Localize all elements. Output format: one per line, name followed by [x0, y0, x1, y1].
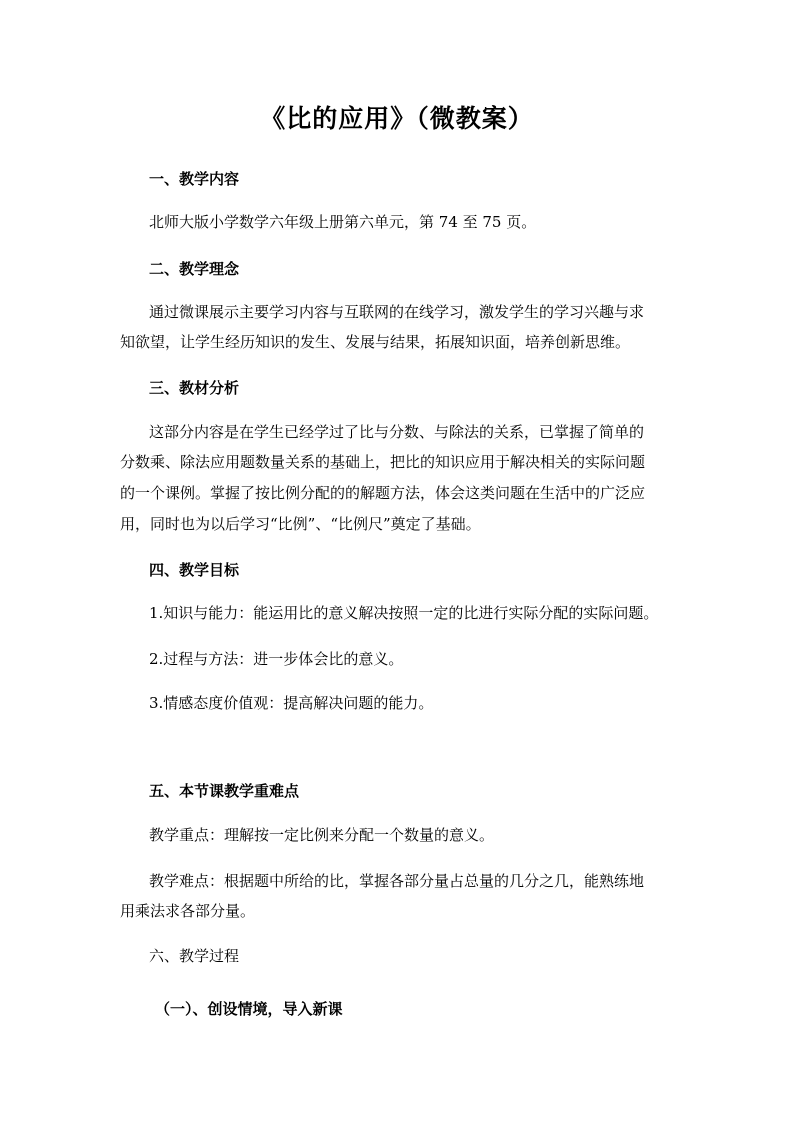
analysis-line-4: 用，同时也为以后学习“比例”、“比例尺”奠定了基础。: [120, 515, 481, 533]
goal-1: 1.知识与能力：能运用比的意义解决按照一定的比进行实际分配的实际问题。: [149, 604, 659, 622]
philosophy-line-2: 知欲望，让学生经历知识的发生、发展与结果，拓展知识面，培养创新思维。: [120, 333, 631, 351]
section-heading-key-points: 五、本节课教学重难点: [149, 782, 300, 800]
section-heading-philosophy: 二、教学理念: [149, 260, 240, 278]
difficulty-line-1: 教学难点：根据题中所给的比，掌握各部分量占总量的几分之几，能熟练地: [149, 872, 645, 890]
difficulty-line-2: 用乘法求各部分量。: [120, 902, 256, 920]
section-heading-goals: 四、教学目标: [149, 561, 240, 579]
philosophy-line-1: 通过微课展示主要学习内容与互联网的在线学习，激发学生的学习兴趣与求: [149, 303, 645, 321]
section-heading-process: 六、教学过程: [149, 947, 240, 965]
subsection-heading-intro: （一）、创设情境，导入新课: [155, 1000, 343, 1018]
goal-2: 2.过程与方法：进一步体会比的意义。: [149, 650, 404, 668]
document-title: 《比的应用》（微教案）: [260, 104, 534, 133]
analysis-line-2: 分数乘、除法应用题数量关系的基础上，把比的知识应用于解决相关的实际问题: [120, 453, 646, 471]
section-heading-analysis: 三、教材分析: [149, 379, 240, 397]
key-point-text: 教学重点：理解按一定比例来分配一个数量的意义。: [149, 826, 495, 844]
analysis-line-3: 的一个课例。掌握了按比例分配的的解题方法，体会这类问题在生活中的广泛应: [120, 484, 646, 502]
analysis-line-1: 这部分内容是在学生已经学过了比与分数、与除法的关系，已掌握了简单的: [149, 423, 645, 441]
section-content-text: 北师大版小学数学六年级上册第六单元，第 74 至 75 页。: [149, 213, 537, 231]
goal-3: 3.情感态度价值观：提高解决问题的能力。: [149, 694, 434, 712]
section-heading-content: 一、教学内容: [149, 170, 240, 188]
